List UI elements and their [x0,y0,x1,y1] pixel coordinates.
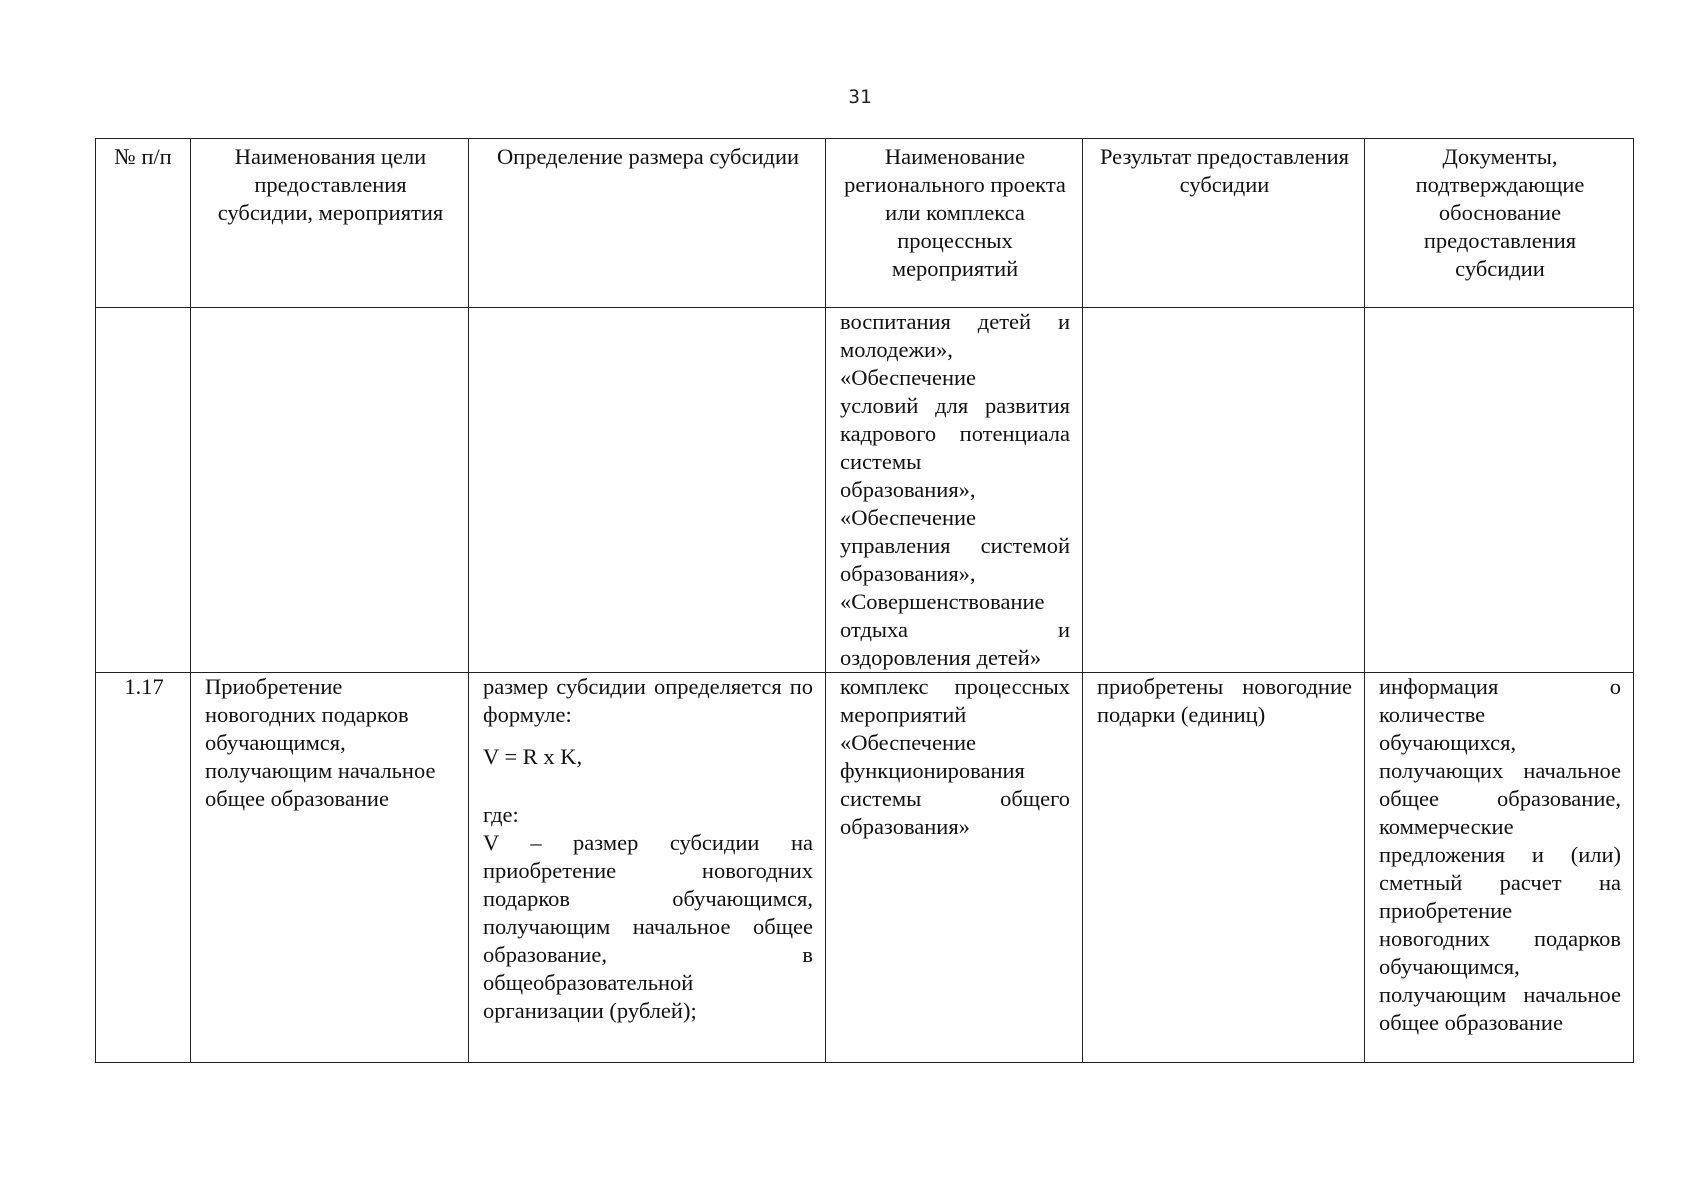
cell-empty [1365,308,1634,673]
v-definition: V – размер субсидии на приобретение новогодних подарков обучающимся, получающим начальное общее образование, в общеобразовательной организации (рублей); [483,830,813,1023]
text-line: кадрового потенциала [840,421,1070,446]
row-number: 1.17 [96,673,191,1063]
text-line: молодежи», [840,337,953,362]
page-number: 31 [848,86,872,108]
cell-documents: информация о количестве обучающихся, получающих начальное общее образование, коммерческие предложения и (или) сметный расчет на приобретение новогодних подарков обучающимся, получающим начальное общее образование [1365,673,1634,1063]
subsidy-table [95,138,1634,1063]
text-line: отдыха и [840,617,1070,642]
header-project: Наименование регионального проекта или комплекса процессных мероприятий [826,139,1083,308]
cell-goal: Приобретение новогодних подарков обучающимся, получающим начальное общее образование [191,673,469,1063]
text-line: управления системой [840,533,1070,558]
cell-empty [96,308,191,673]
cell-empty [469,308,826,673]
cell-empty [1083,308,1365,673]
formula: V = R x K, [483,744,583,769]
text-line: «Обеспечение [840,365,977,390]
text-line: воспитания детей и [840,309,1070,334]
text-line: образования», [840,561,976,586]
text-line: условий для развития [840,393,1070,418]
cell-empty [191,308,469,673]
where-label: где: [483,802,519,827]
size-intro: размер субсидии определяется по формуле: [483,674,813,727]
cell-size [469,673,826,1063]
table-header-row [96,139,1634,308]
cell-result: приобретены новогодние подарки (единиц) [1083,673,1365,1063]
text-line: «Обеспечение [840,505,977,530]
cell-project: комплекс процессных мероприятий «Обеспечение функционирования системы общего образования» [826,673,1083,1063]
text-line: образования», [840,477,976,502]
cell-project-continuation [826,308,1083,673]
text-line: «Совершенствование [840,589,1045,614]
header-number: № п/п [96,139,191,308]
table-row [96,308,1634,673]
header-goal: Наименования цели предоставления субсидии, мероприятия [191,139,469,308]
header-documents: Документы, подтверждающие обоснование предоставления субсидии [1365,139,1634,308]
text-line: оздоровления детей» [840,645,1042,670]
header-result: Результат предоставления субсидии [1083,139,1365,308]
table-row [96,673,1634,1063]
header-size: Определение размера субсидии [469,139,826,308]
text-line: системы [840,449,922,474]
